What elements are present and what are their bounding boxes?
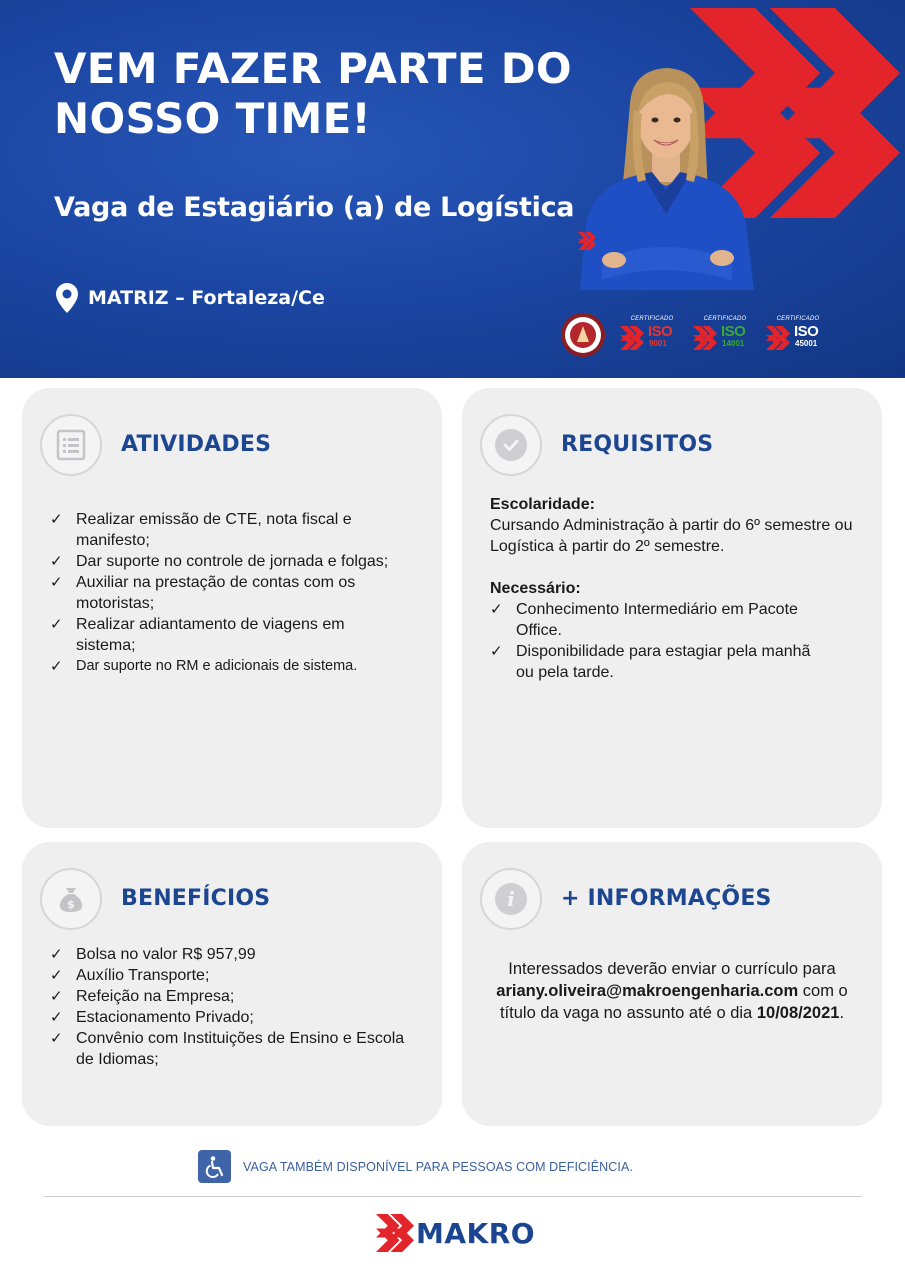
requisitos-body xyxy=(490,494,860,683)
certifications xyxy=(560,310,840,360)
card-beneficios xyxy=(22,842,442,1126)
headline-line-2: NOSSO TIME! xyxy=(54,94,372,143)
info-text-middle: com o título da vaga no assunto até o dia xyxy=(499,982,848,1022)
beneficios-icon-badge xyxy=(40,868,102,930)
check-circle-icon xyxy=(495,429,527,461)
list-item: ✓ Disponibilidade para estagiar pela manhã ou pela tarde. xyxy=(490,641,825,683)
accessibility-text: VAGA TAMBÉM DISPONÍVEL PARA PESSOAS COM DEFICIÊNCIA. xyxy=(243,1159,634,1174)
logo-text: MAKRO xyxy=(416,1216,536,1250)
necessario-list xyxy=(490,599,825,683)
cert-iso: ISO xyxy=(794,323,819,340)
informacoes-body xyxy=(486,958,858,1024)
info-icon: i xyxy=(495,883,527,915)
money-bag-icon xyxy=(56,884,86,914)
cert-x-icon xyxy=(766,326,790,350)
contact-email[interactable]: ariany.oliveira@makroengenharia.com xyxy=(496,982,799,1000)
cert-number: 9001 xyxy=(649,339,667,348)
cert-label: CERTIFICADO xyxy=(776,316,820,322)
card-requisitos xyxy=(462,388,882,828)
list-item: ✓ Bolsa no valor R$ 957,99 xyxy=(50,944,420,965)
svg-text:$: $ xyxy=(67,898,75,911)
escolaridade-text: Cursando Administração à partir do 6º semestre ou Logística à partir do 2º semestre. xyxy=(490,517,853,555)
headline-line-1: VEM FAZER PARTE DO xyxy=(54,44,572,93)
list-item: ✓ Auxiliar na prestação de contas com os motoristas; xyxy=(50,572,400,614)
list-item: ✓ Realizar emissão de CTE, nota fiscal e manifesto; xyxy=(50,509,400,551)
cert-label: CERTIFICADO xyxy=(630,316,674,322)
location-pin-icon xyxy=(56,283,78,313)
list-item: ✓ Estacionamento Privado; xyxy=(50,1007,420,1028)
informacoes-title: + INFORMAÇÕES xyxy=(561,886,772,911)
card-informacoes xyxy=(462,842,882,1126)
cert-number: 14001 xyxy=(722,339,745,348)
accessibility-note xyxy=(198,1150,633,1183)
header-banner xyxy=(0,0,905,378)
list-item: ✓ Convênio com Instituições de Ensino e Escola de Idiomas; xyxy=(50,1028,420,1070)
requisitos-icon-badge xyxy=(480,414,542,476)
makro-logo xyxy=(376,1214,535,1252)
informacoes-icon-badge xyxy=(480,868,542,930)
cert-x-icon xyxy=(620,326,644,350)
headline xyxy=(54,44,574,144)
list-item: ✓ Conhecimento Intermediário em Pacote Office. xyxy=(490,599,825,641)
atividades-icon-badge xyxy=(40,414,102,476)
cert-label: CERTIFICADO xyxy=(703,316,747,322)
location-text: MATRIZ – Fortaleza/Ce xyxy=(88,287,325,309)
beneficios-list xyxy=(50,944,420,1070)
document-icon xyxy=(56,429,86,461)
footer-divider xyxy=(44,1196,862,1197)
escolaridade-label: Escolaridade: xyxy=(490,496,595,513)
award-seal-icon xyxy=(560,312,606,358)
cert-iso-45001 xyxy=(766,316,826,356)
beneficios-title: BENEFÍCIOS xyxy=(121,886,271,911)
cert-iso: ISO xyxy=(721,323,746,340)
list-item: ✓ Refeição na Empresa; xyxy=(50,986,420,1007)
location xyxy=(56,283,325,313)
cert-iso-14001 xyxy=(693,316,753,356)
list-item: ✓ Auxílio Transporte; xyxy=(50,965,420,986)
employee-photo xyxy=(572,64,758,290)
info-text-end: . xyxy=(839,1004,845,1022)
necessario-label: Necessário: xyxy=(490,580,581,597)
deadline-date: 10/08/2021 xyxy=(756,1004,840,1022)
card-atividades xyxy=(22,388,442,828)
cert-x-icon xyxy=(693,326,717,350)
atividades-list xyxy=(50,509,400,677)
vacancy-title: Vaga de Estagiário (a) de Logística xyxy=(54,192,575,223)
wheelchair-icon xyxy=(198,1150,231,1183)
list-item: ✓ Realizar adiantamento de viagens em sistema; xyxy=(50,614,400,656)
cert-iso-9001 xyxy=(620,316,680,356)
list-item: ✓ Dar suporte no controle de jornada e folgas; xyxy=(50,551,400,572)
info-text-before: Interessados deverão enviar o currículo para xyxy=(508,960,836,978)
atividades-title: ATIVIDADES xyxy=(121,432,272,457)
makro-x-icon xyxy=(376,1214,414,1252)
cert-number: 45001 xyxy=(795,339,818,348)
requisitos-title: REQUISITOS xyxy=(561,432,714,457)
list-item: ✓ Dar suporte no RM e adicionais de sistema. xyxy=(50,656,400,677)
cert-iso: ISO xyxy=(648,323,673,340)
